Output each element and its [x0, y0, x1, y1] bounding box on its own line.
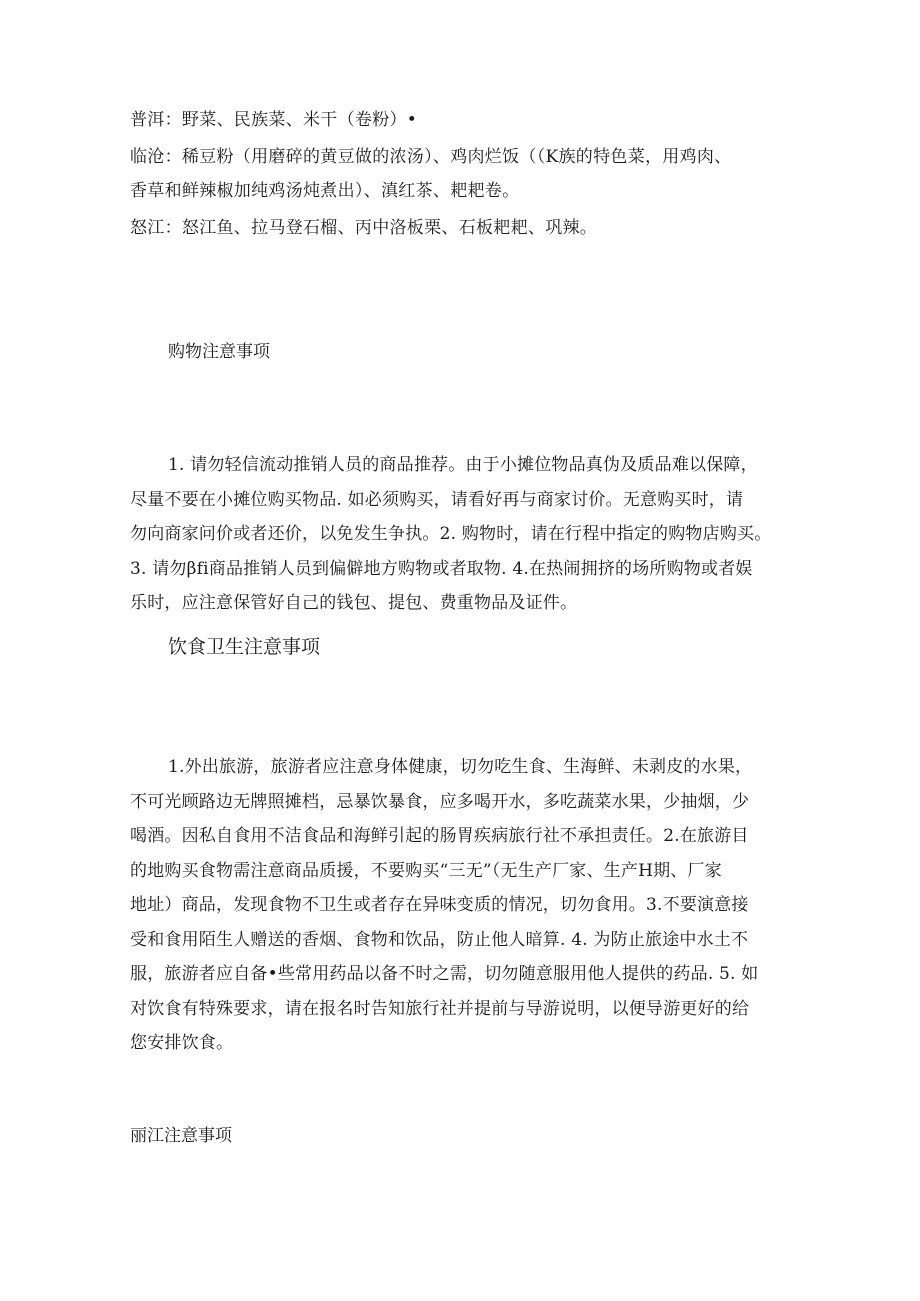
hygiene-line: 喝酒。因私自食用不洁食品和海鲜引起的肠胃疾病旅行社不承担责任。2.在旅游目 — [130, 826, 749, 846]
shopping-line: 尽量不要在小摊位购买物品. 如必须购买，请看好再与商家讨价。无意购买时，请 — [130, 489, 744, 510]
hygiene-line: 您安排饮食。 — [130, 1033, 234, 1053]
hygiene-line: 1.外出旅游，旅游者应注意身体健康，切勿吃生食、生海鲜、未剥皮的水果， — [168, 757, 753, 777]
shopping-line: 3. 请勿βfi商品推销人员到偏僻地方购物或者取物. 4.在热闹拥挤的场所购物或者娱 — [130, 558, 753, 579]
lijiang-heading: 丽江注意事项 — [130, 1126, 232, 1146]
food-lincang-line-2: 香草和鲜辣椒加纯鸡汤炖煮出）、滇红茶、耙耙卷。 — [130, 181, 520, 201]
shopping-line: 乐时，应注意保管好自己的钱包、提包、费重物品及证件。 — [130, 593, 578, 613]
hygiene-line: 不可光顾路边无牌照摊档，忌暴饮暴食，应多喝开水，多吃蔬菜水果，少抽烟，少 — [130, 791, 750, 812]
food-puer-line: 普洱：野菜、民族菜、米干（卷粉）• — [130, 110, 418, 130]
food-lincang-line-1: 临沧：稀豆粉（用磨碎的黄豆做的浓汤）、鸡肉烂饭（（K族的特色菜，用鸡肉、 — [130, 147, 732, 167]
hygiene-paragraph — [130, 750, 792, 1061]
hygiene-line: 受和食用陌生人赠送的香烟、食物和饮品，防止他人暗算. 4. 为防止旅途中水土不 — [130, 929, 749, 950]
hygiene-heading: 饮食卫生注意事项 — [168, 636, 321, 658]
hygiene-line: 服，旅游者应自备•些常用药品以备不时之需，切勿随意服用他人提供的药品. 5. 如 — [130, 964, 759, 984]
hygiene-line: 的地购买食物需注意商品质援，不要购买“三无”（无生产厂家、生产H期、厂家 — [130, 860, 722, 881]
shopping-heading: 购物注意事项 — [168, 342, 270, 362]
shopping-paragraph — [130, 448, 792, 621]
hygiene-line: 对饮食有特殊要求，请在报名时告知旅行社并提前与导游说明，以便导游更好的给 — [130, 998, 750, 1019]
shopping-line: 1. 请勿轻信流动推销人员的商品推荐。由于小摊位物品真伪及质品难以保障， — [168, 455, 758, 475]
shopping-line: 勿向商家问价或者还价，以免发生争执。2. 购物时，请在行程中指定的购物店购买。 — [130, 524, 772, 544]
hygiene-line: 地址）商品，发现食物不卫生或者存在异味变质的情况，切勿食用。3.不要演意接 — [130, 895, 749, 915]
food-nujiang-line: 怒江：怒江鱼、拉马登石榴、丙中洛板栗、石板耙耙、巩辣。 — [130, 218, 598, 238]
